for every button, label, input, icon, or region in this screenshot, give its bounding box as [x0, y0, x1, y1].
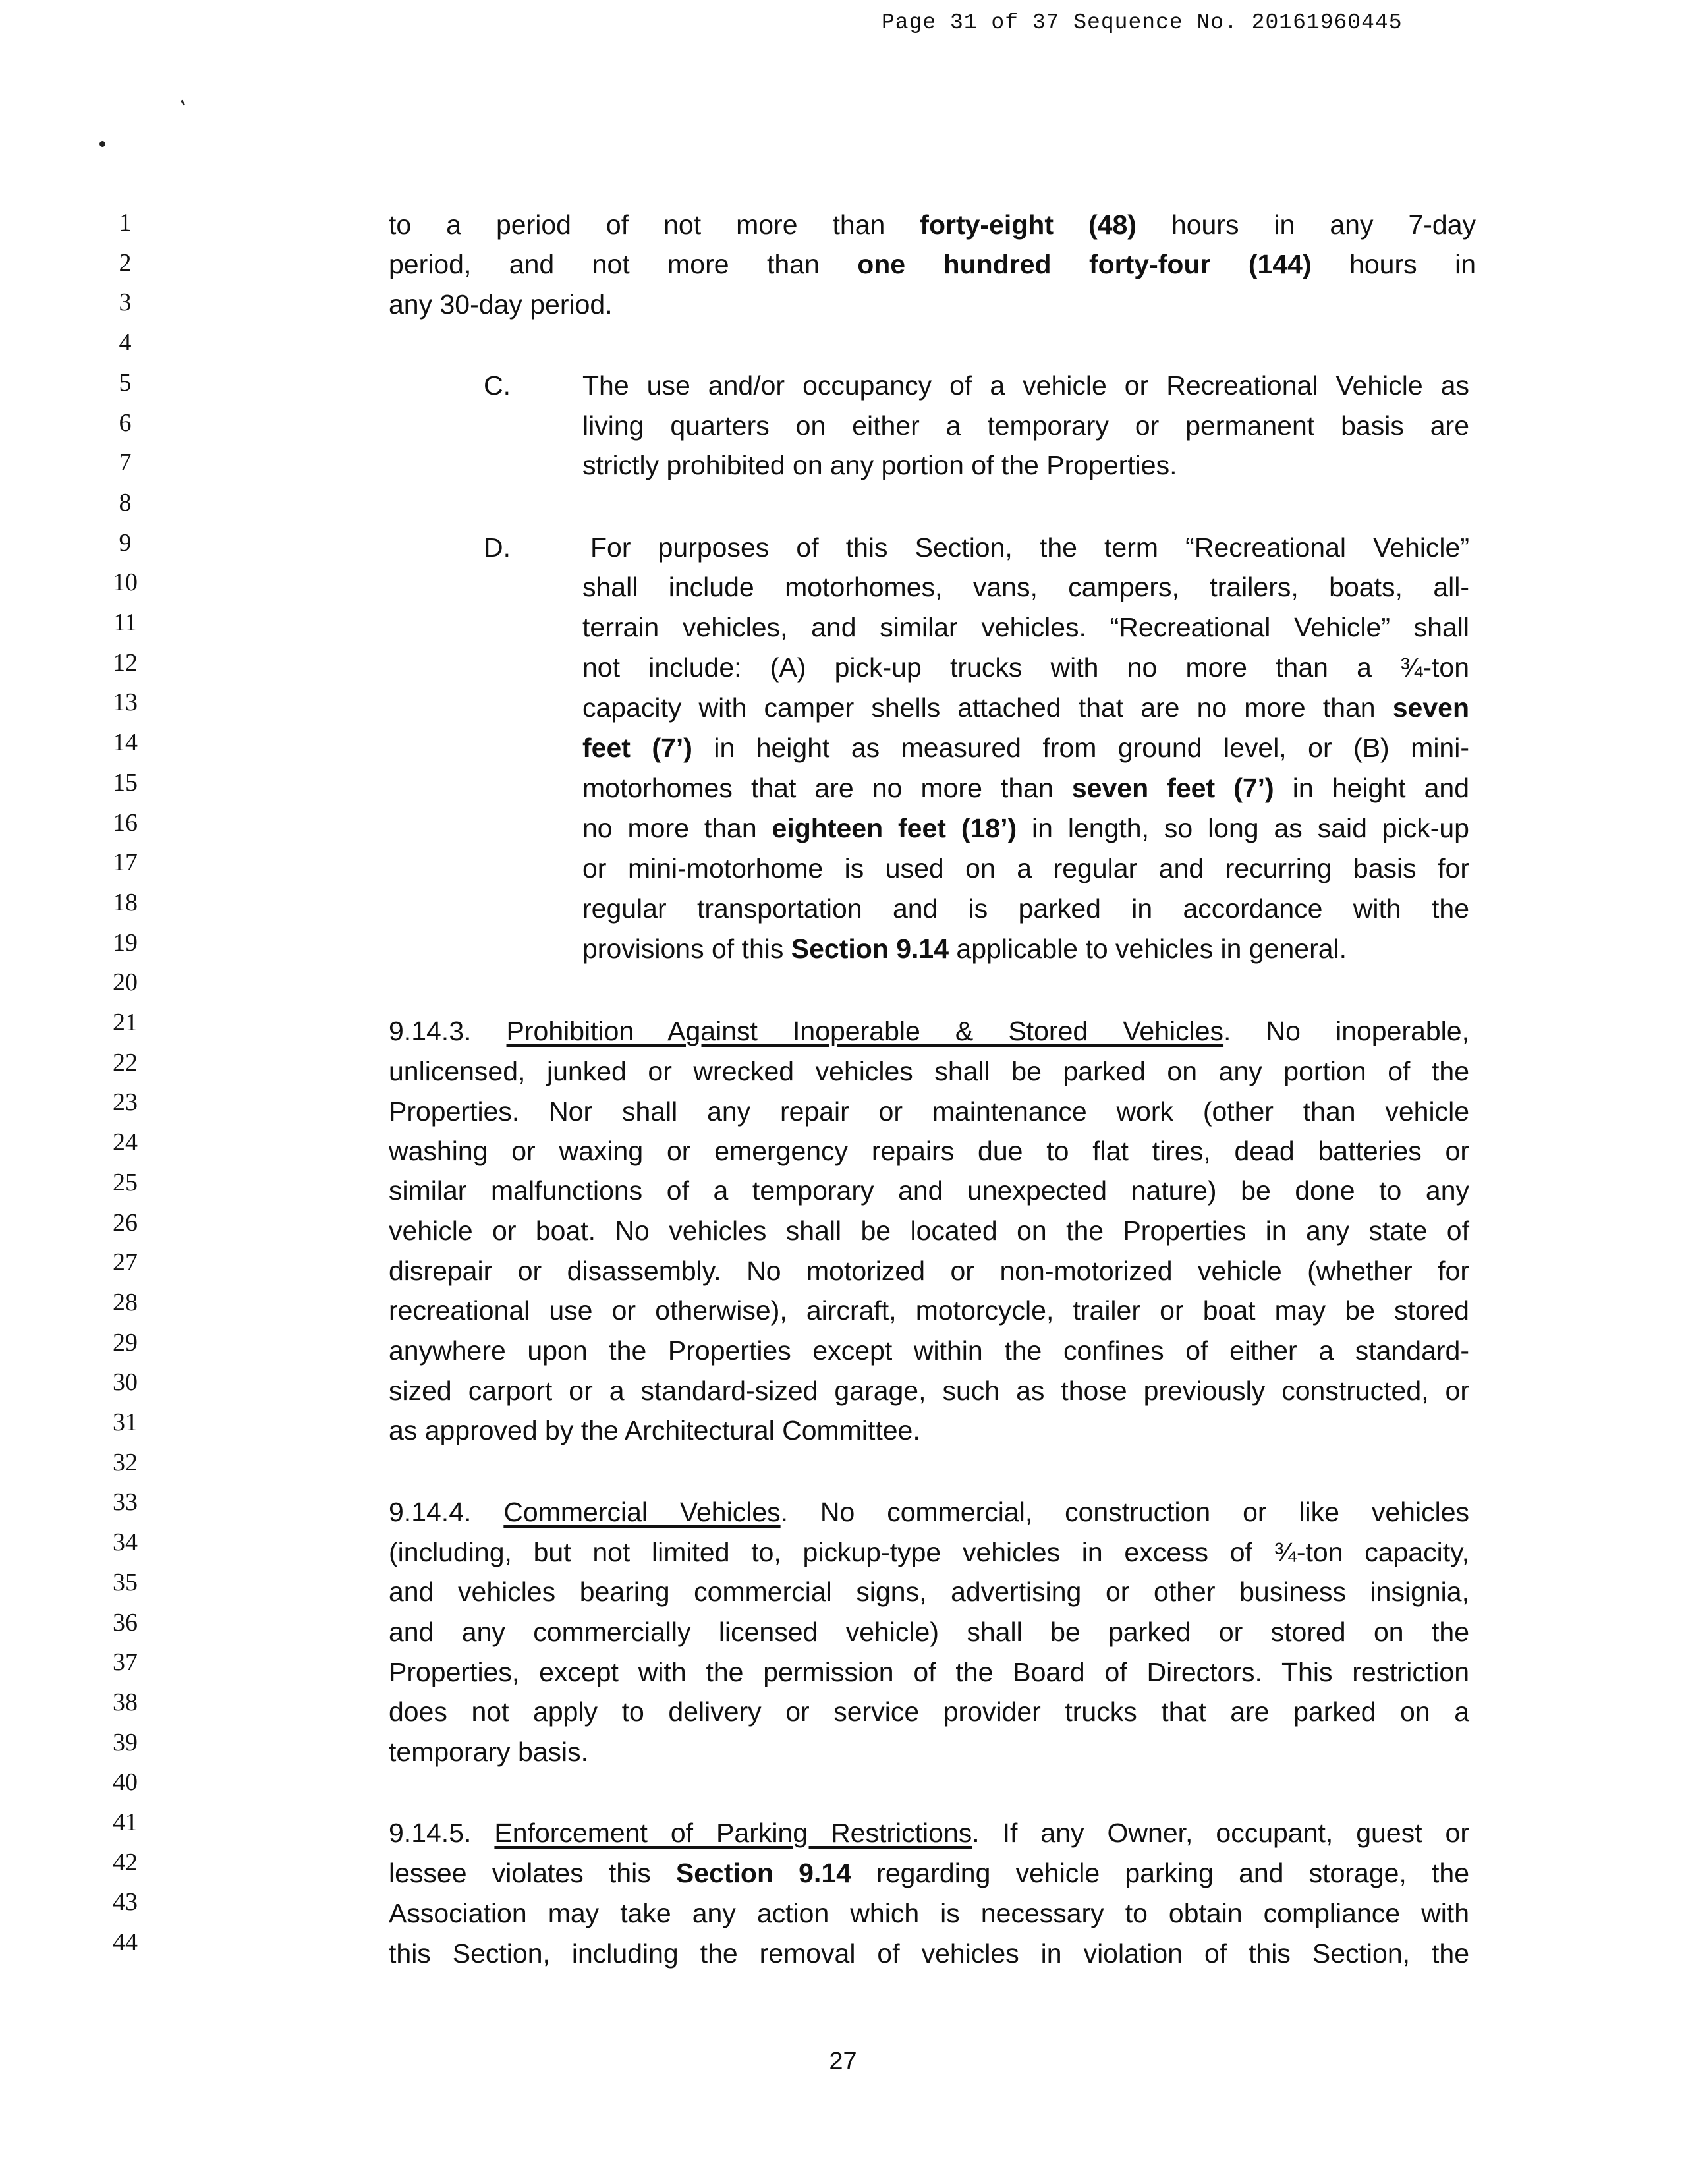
- body-line: shall include motorhomes, vans, campers, trailers, boats, all-: [582, 572, 1469, 602]
- body-line: The use and/or occupancy of a vehicle or Recreational Vehicle as: [582, 370, 1469, 401]
- line-number: 2: [119, 248, 132, 277]
- line-number: 8: [119, 488, 132, 517]
- body-line: lessee violates this Section 9.14 regarding vehicle parking and storage, the: [389, 1858, 1469, 1888]
- line-number: 32: [113, 1448, 138, 1476]
- body-line: as approved by the Architectural Committee.: [389, 1415, 920, 1445]
- line-number: 39: [113, 1728, 138, 1756]
- line-number: 18: [113, 888, 138, 916]
- section-title: Prohibition Against Inoperable & Stored Vehicles: [506, 1016, 1224, 1046]
- body-line: no more than eighteen feet (18’) in length, so long as said pick-up: [582, 813, 1469, 843]
- body-line: Properties. Nor shall any repair or maintenance work (other than vehicle: [389, 1096, 1469, 1127]
- line-number: 21: [113, 1009, 138, 1036]
- body-line: and any commercially licensed vehicle) shall be parked or stored on the: [389, 1617, 1469, 1647]
- line-number: 20: [113, 968, 138, 997]
- line-number: 28: [113, 1288, 138, 1316]
- line-number: 36: [113, 1608, 138, 1637]
- body-line: vehicle or boat. No vehicles shall be located on the Properties in any state of: [389, 1216, 1469, 1246]
- body-line: provisions of this Section 9.14 applicable to vehicles in general.: [582, 934, 1347, 964]
- line-number: 40: [113, 1768, 138, 1797]
- line-number: 6: [119, 408, 132, 437]
- body-line: strictly prohibited on any portion of the Properties.: [582, 450, 1177, 480]
- line-number: 17: [113, 849, 138, 877]
- body-line: recreational use or otherwise), aircraft, motorcycle, trailer or boat may be stored: [389, 1295, 1469, 1326]
- line-number: 41: [113, 1808, 138, 1836]
- scan-speck: [99, 141, 105, 147]
- section-number: 9.14.3.: [389, 1016, 472, 1046]
- body-line: regular transportation and is parked in accordance with the: [582, 893, 1469, 924]
- section-title: Commercial Vehicles: [503, 1497, 781, 1527]
- section-heading-line: 9.14.3. Prohibition Against Inoperable & Stored Vehicles. No inoperable,: [389, 1016, 1469, 1046]
- body-line: terrain vehicles, and similar vehicles. “Recreational Vehicle” shall: [582, 612, 1469, 642]
- line-number: 12: [113, 648, 138, 677]
- section-number: 9.14.5.: [389, 1818, 472, 1848]
- body-line: does not apply to delivery or service provider trucks that are parked on a: [389, 1696, 1469, 1727]
- body-line: to a period of not more than forty-eight (48) hours in any 7-day: [389, 210, 1476, 240]
- line-number: 22: [113, 1048, 138, 1077]
- body-line: sized carport or a standard-sized garage, such as those previously constructed, or: [389, 1376, 1469, 1406]
- line-number: 11: [113, 609, 138, 636]
- line-number: 24: [113, 1129, 138, 1157]
- body-line: or mini-motorhome is used on a regular and recurring basis for: [582, 853, 1469, 883]
- line-number: 37: [113, 1648, 138, 1677]
- line-number: 38: [113, 1688, 138, 1716]
- line-number: 15: [113, 768, 138, 797]
- body-line: any 30-day period.: [389, 289, 613, 320]
- section-heading-line: 9.14.5. Enforcement of Parking Restrictions. If any Owner, occupant, guest or: [389, 1818, 1469, 1848]
- body-line: living quarters on either a temporary or permanent basis are: [582, 410, 1469, 441]
- line-number: 31: [113, 1409, 138, 1436]
- body-line: temporary basis.: [389, 1737, 589, 1767]
- list-item-label: D.: [484, 532, 511, 563]
- line-number: 10: [113, 569, 138, 597]
- line-number: 7: [119, 449, 132, 477]
- line-number: 19: [113, 928, 138, 957]
- body-line: capacity with camper shells attached that are no more than seven: [582, 692, 1469, 723]
- body-line: anywhere upon the Properties except within the confines of either a standard-: [389, 1335, 1469, 1366]
- line-number: 3: [119, 289, 132, 317]
- body-line: Properties, except with the permission of the Board of Directors. This restriction: [389, 1657, 1469, 1687]
- body-line: motorhomes that are no more than seven feet (7’) in height and: [582, 773, 1469, 803]
- section-number: 9.14.4.: [389, 1497, 472, 1527]
- body-line: not include: (A) pick-up trucks with no more than a ¾-ton: [582, 652, 1469, 683]
- body-line: For purposes of this Section, the term “Recreational Vehicle”: [590, 532, 1469, 563]
- line-number: 30: [113, 1368, 138, 1397]
- scan-speck: [181, 100, 185, 105]
- section-heading-line: 9.14.4. Commercial Vehicles. No commercial, construction or like vehicles: [389, 1497, 1469, 1527]
- line-number: 33: [113, 1488, 138, 1517]
- body-line: this Section, including the removal of vehicles in violation of this Section, the: [389, 1938, 1469, 1969]
- line-number: 29: [113, 1328, 138, 1357]
- page-header: Page 31 of 37 Sequence No. 20161960445: [882, 11, 1403, 35]
- line-number: 16: [113, 808, 138, 837]
- line-number: 42: [113, 1848, 138, 1876]
- line-number: 27: [113, 1248, 138, 1277]
- line-number: 23: [113, 1088, 138, 1117]
- body-line: period, and not more than one hundred forty-four (144) hours in: [389, 249, 1476, 279]
- body-line: and vehicles bearing commercial signs, advertising or other business insignia,: [389, 1577, 1469, 1607]
- line-number: 34: [113, 1528, 138, 1557]
- line-number: 9: [119, 528, 132, 557]
- line-number: 35: [113, 1568, 138, 1596]
- line-number: 25: [113, 1168, 138, 1196]
- line-number: 5: [119, 368, 132, 397]
- body-line: feet (7’) in height as measured from ground level, or (B) mini-: [582, 733, 1469, 763]
- line-number: 43: [113, 1888, 138, 1917]
- body-line: unlicensed, junked or wrecked vehicles shall be parked on any portion of the: [389, 1056, 1469, 1086]
- line-number: 14: [113, 729, 138, 757]
- list-item-label: C.: [484, 370, 511, 401]
- line-number: 13: [113, 688, 138, 717]
- section-title: Enforcement of Parking Restrictions: [494, 1818, 972, 1848]
- line-number: 4: [119, 329, 132, 357]
- body-line: Association may take any action which is necessary to obtain compliance with: [389, 1898, 1469, 1928]
- body-line: disrepair or disassembly. No motorized or non-motorized vehicle (whether for: [389, 1256, 1469, 1286]
- body-line: similar malfunctions of a temporary and unexpected nature) be done to any: [389, 1175, 1469, 1206]
- page-number: 27: [829, 2048, 857, 2075]
- line-number: 26: [113, 1208, 138, 1237]
- body-line: washing or waxing or emergency repairs due to flat tires, dead batteries or: [389, 1136, 1469, 1166]
- body-line: (including, but not limited to, pickup-type vehicles in excess of ¾-ton capacity,: [389, 1537, 1469, 1567]
- line-number: 1: [119, 209, 132, 237]
- line-number: 44: [113, 1928, 138, 1957]
